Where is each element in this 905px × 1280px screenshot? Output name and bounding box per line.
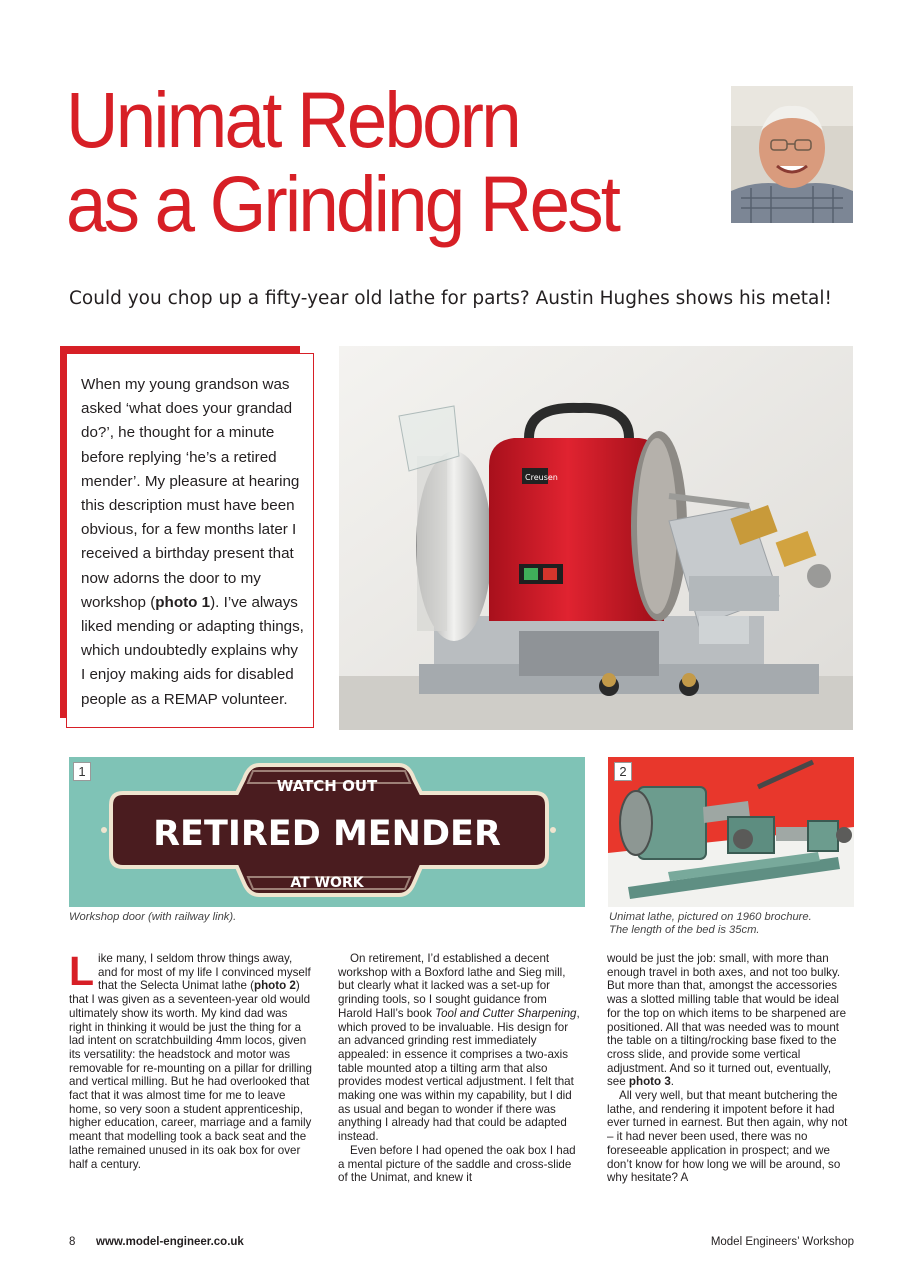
col2-p2: Even before I had opened the oak box I had a mental picture of the saddle and cross-slide of the Unimat, and knew it [338,1143,576,1185]
photo-2-caption-line-2: The length of the bed is 35cm. [609,924,760,936]
col3-p1-b: . [670,1075,675,1089]
sign-main-text: RETIRED MENDER [153,814,501,854]
grinder-photo [339,346,853,730]
book-title: Tool and Cutter Sharpening [435,1006,577,1020]
website-url[interactable]: www.model-engineer.co.uk [96,1236,244,1248]
drop-cap: L [69,948,95,994]
title-line-2: as a Grinding Rest [66,159,619,248]
photo-2-lathe [608,757,854,907]
body-column-2 [338,952,581,1185]
col3-p2: All very well, but that meant butchering the lathe, and rendering it impotent before it had ever turned in earnest. But then again, why not – it had never been used, there was no foreseeable application in prospect; and we don’t know for how long we will be around, so why hesitate? A [607,1089,848,1185]
col1-text-b: ) that I was given as a seventeen-year old would ultimately show its worth. My kind dad was right in thinking it would be just the thing for a lad intent on scratchbuilding 4mm locos, given its versatility: the headstock and motor was removable for re-mounting on a pillar for drilling and vertical milling. But he had overlooked that fact that it was almost time for me to leave home, so very soon a student apprenticeship, higher education, career, marriage and a family meant that modelling took a back seat and the lathe remained unused in its oak box for over half a century. [69,979,312,1171]
intro-text-part-1: When my young grandson was asked ‘what does your grandad do?’, he thought for a minute before replying ‘he’s a retired mender’. My pleasure at hearing this description must have been obvious, for a few months later I received a birthday present that now adorns the door to my workshop ( [81,376,300,611]
sign-top-text: WATCH OUT [276,777,378,795]
article-title [66,75,655,248]
photo-1-caption: Workshop door (with railway link). [69,911,237,923]
body-column-3 [607,952,850,1185]
page-number: 8 [69,1236,76,1248]
photo-2-caption [609,911,854,937]
intro-text-part-2: ). I’ve always liked mending or adapting things, which undoubtedly explains why I enjoy making aids for disabled people as a REMAP volunteer. [81,593,304,708]
photo-2-reference: photo 2 [254,979,296,993]
title-line-1: Unimat Reborn [66,75,519,164]
intro-text [81,373,306,712]
author-portrait [731,86,853,223]
magazine-name: Model Engineers’ Workshop [710,1236,854,1248]
photo-1-number: 1 [73,762,91,781]
col2-p1-a: On retirement, I’d established a decent workshop with a Boxford lathe and Sieg mill, but clearly what it lacked was a set-up for grinding tools, so I sought guidance from Harold Hall’s book [338,952,566,1020]
col1-text-a: ike many, I seldom throw things away, and for most of my life I convinced myself that the Selecta Unimat lathe ( [98,952,311,993]
body-column-1 [69,948,312,1171]
photo-2-number: 2 [614,762,632,781]
photo-1-reference: photo 1 [155,593,211,611]
grinder-brand-label: Creusen [525,473,558,482]
photo-2-caption-line-1: Unimat lathe, pictured on 1960 brochure. [609,911,812,923]
standfirst: Could you chop up a fifty-year old lathe for parts? Austin Hughes shows his metal! [69,288,832,309]
photo-1-sign [69,757,585,907]
photo-3-reference: photo 3 [628,1075,671,1089]
col3-p1-a: would be just the job: small, with more than enough travel in both axes, and not too bulky. But more than that, amongst the accessories was a slotted milling table that would be ideal for the top on which items to be sharpened are positioned. All that was needed was to mount the table on a tilting/rocking base fixed to the cross slide, and provide some vertical adjustment. And so it turned out, eventually, see [607,952,847,1089]
col2-p1-b: , which proved to be invaluable. His design for an advanced grinding rest immediately appealed: in essence it comprises a two-axis table mounted atop a tilting arm that also provides modest vertical adjustment. I felt that making one was within my capability, but I did as usual and began to wonder if there was anything I already had that could be adapted instead. [338,1006,580,1144]
sign-bottom-text: AT WORK [290,875,364,891]
